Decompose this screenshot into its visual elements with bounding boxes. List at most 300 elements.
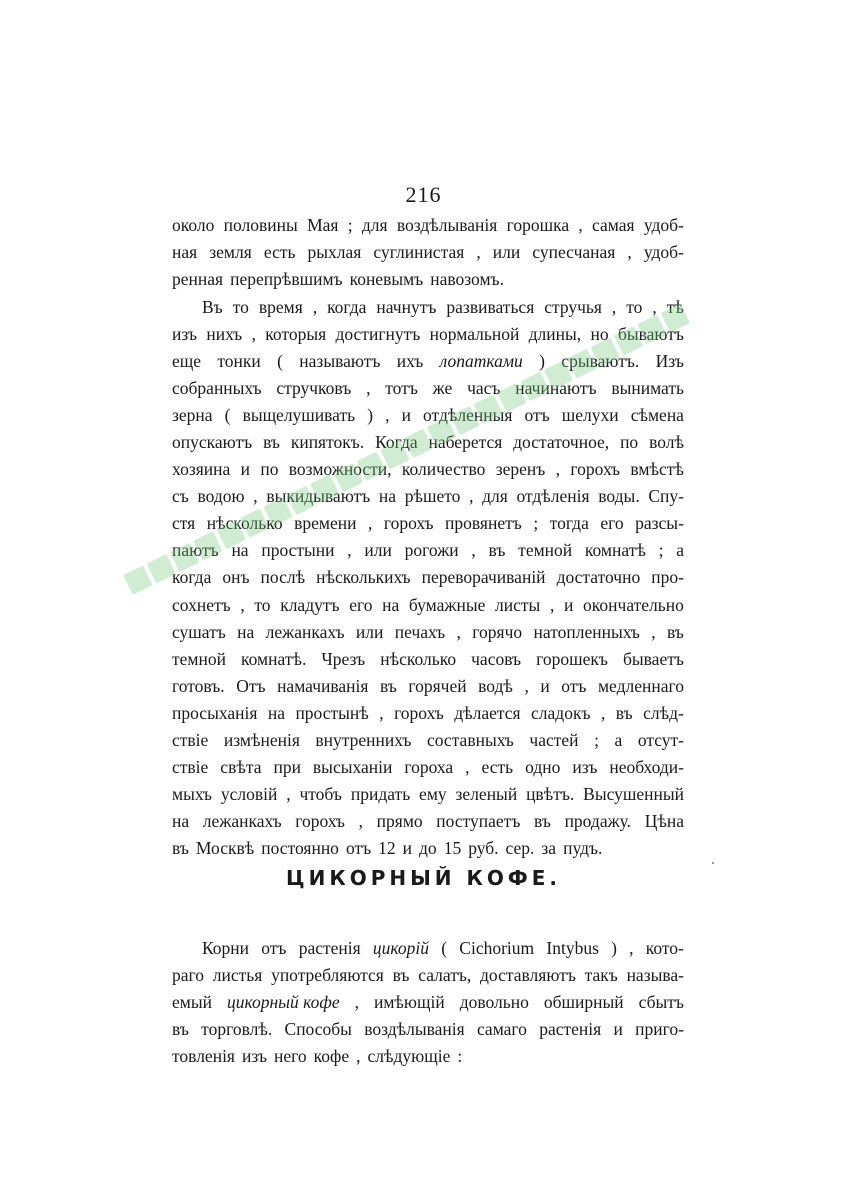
word: или <box>492 242 521 263</box>
word: достаточное, <box>513 432 610 453</box>
text-line <box>172 564 684 591</box>
word: , <box>611 297 617 317</box>
word: поступаетъ <box>436 810 521 831</box>
word: на <box>382 594 400 615</box>
word: отъ <box>561 675 587 696</box>
text-line <box>172 727 684 754</box>
word: то <box>626 297 643 317</box>
word: начинаютъ <box>515 378 597 399</box>
word: отъ <box>261 938 287 958</box>
word: шелухи <box>561 405 619 426</box>
word: , <box>367 513 373 534</box>
word: тонки <box>217 351 261 372</box>
word: возможности, <box>288 459 392 480</box>
word: самая <box>592 215 635 235</box>
word: рыхлая <box>307 242 362 263</box>
word: или <box>364 540 392 561</box>
word: его <box>600 513 624 534</box>
word: , <box>578 215 583 235</box>
word: темной <box>518 540 573 561</box>
word: про- <box>651 567 684 588</box>
word: довольно <box>459 992 529 1013</box>
word: то <box>254 594 271 615</box>
text-line <box>172 989 684 1016</box>
word: , <box>253 486 258 507</box>
word: ; <box>347 215 353 235</box>
word: отъ <box>345 837 372 858</box>
word: гороха <box>404 756 454 777</box>
text-line <box>172 239 684 266</box>
word: количество <box>401 459 486 480</box>
word: условій <box>220 783 278 804</box>
word: или <box>355 621 384 642</box>
word: , <box>286 783 291 804</box>
word: одно <box>525 756 561 777</box>
text-line <box>172 266 684 293</box>
word: , <box>471 540 476 561</box>
word: суглинистая <box>373 242 465 263</box>
word: навозомъ. <box>430 269 504 290</box>
word: лежанкахъ <box>265 621 345 642</box>
word: въ <box>172 837 189 858</box>
word: постоянно <box>261 837 339 858</box>
text-line <box>172 1043 684 1070</box>
text-line <box>172 781 684 808</box>
word: отсут- <box>637 729 684 750</box>
word: выщелушивать <box>242 405 356 426</box>
word: кото- <box>645 938 684 958</box>
word: ему <box>419 783 447 804</box>
word: , <box>379 702 384 723</box>
word: достигнутъ <box>335 324 421 345</box>
word: по <box>260 459 279 480</box>
text-line <box>172 483 684 510</box>
word: прямо <box>376 810 423 831</box>
word: которыя <box>265 324 327 345</box>
word: чтобъ <box>299 783 342 804</box>
word: Корни <box>202 938 250 958</box>
word: , <box>651 621 656 642</box>
text-line <box>172 962 684 989</box>
word: натопленныхъ <box>533 621 640 642</box>
word: и <box>402 837 413 858</box>
section-heading: ЦИКОРНЫЙ КОФЕ. <box>286 866 561 890</box>
word: водѣ <box>478 675 513 696</box>
word: на <box>267 702 285 723</box>
word: то <box>232 297 249 317</box>
text-line <box>172 808 684 835</box>
word: въ <box>488 540 506 561</box>
italic-term: цикорій <box>372 938 430 958</box>
text-line <box>172 212 684 239</box>
scan-speck <box>712 862 714 864</box>
word: на <box>172 810 190 831</box>
text-line <box>172 348 684 375</box>
word: емый <box>172 992 212 1013</box>
word: комнатѣ <box>584 540 646 561</box>
word: на <box>231 540 249 561</box>
word: свѣта <box>220 756 262 777</box>
word: намачиванія <box>277 675 369 696</box>
text-line <box>172 835 684 862</box>
word: когда <box>172 567 212 588</box>
word: необходи- <box>609 756 684 777</box>
word: слѣд- <box>643 702 684 723</box>
word: ная <box>172 242 198 263</box>
word: его <box>349 594 373 615</box>
word: употребляются <box>271 965 384 986</box>
text-line <box>172 935 684 962</box>
word: онъ <box>222 567 250 588</box>
word: , <box>524 675 529 696</box>
word: рогожи <box>404 540 459 561</box>
word: ) <box>539 351 545 372</box>
word: придать <box>350 783 411 804</box>
word: изъ <box>172 324 198 345</box>
word: мыхъ <box>172 783 212 804</box>
word: вынимать <box>611 378 684 399</box>
word: Москвѣ <box>195 837 255 858</box>
word: , <box>354 992 359 1013</box>
word: приго- <box>635 1019 684 1040</box>
word: съ <box>172 486 189 507</box>
word: высыханіи <box>312 756 393 777</box>
text-line <box>172 754 684 781</box>
word: ствіе <box>172 729 209 750</box>
paragraph-continuation <box>172 212 684 293</box>
word: комнатѣ. <box>241 648 307 669</box>
word: имѣющій <box>373 992 445 1013</box>
word: нѣсколько <box>380 648 457 669</box>
word: внутреннихъ <box>315 729 412 750</box>
word: Высушенный <box>583 783 684 804</box>
word: обширный <box>543 992 624 1013</box>
word: 12 <box>378 837 396 858</box>
word: и <box>540 675 550 696</box>
word: срываютъ. <box>561 351 640 372</box>
word: , <box>240 594 245 615</box>
word: , <box>652 297 657 317</box>
word: ; <box>658 540 664 561</box>
word: кофе <box>313 1046 350 1067</box>
word: готовъ. <box>172 675 225 696</box>
word: паютъ <box>172 540 219 561</box>
word: Спу- <box>648 486 684 507</box>
word: , <box>476 242 481 263</box>
word: , <box>385 405 390 426</box>
word: горячей <box>408 675 467 696</box>
word: частей <box>529 729 579 750</box>
word: горохъ <box>295 810 345 831</box>
word: на <box>237 621 255 642</box>
text-line <box>172 646 684 673</box>
word: салатъ, <box>418 965 472 986</box>
word: , <box>627 242 632 263</box>
word: Intybus <box>546 938 599 958</box>
word: ренная <box>172 269 224 290</box>
text-line <box>172 321 684 348</box>
word: , <box>469 486 474 507</box>
word: отдѣленія <box>516 486 590 507</box>
word: слѣдующіе <box>367 1046 451 1067</box>
word: въ <box>379 675 397 696</box>
text-line <box>172 375 684 402</box>
word: пудъ. <box>563 837 603 858</box>
word: , <box>629 938 634 958</box>
word: сохнетъ <box>172 594 231 615</box>
word: въ <box>392 965 410 986</box>
word: за <box>541 837 557 858</box>
italic-term: лопатками <box>439 351 523 372</box>
italic-term: цикорный кофе <box>226 992 340 1013</box>
word: Когда <box>375 432 418 453</box>
word: листы <box>495 594 541 615</box>
word: Изъ <box>655 351 684 372</box>
word: руб. <box>468 837 499 858</box>
word: зерна <box>172 405 213 426</box>
word: въ <box>615 702 633 723</box>
word: при <box>273 756 301 777</box>
word: ( <box>224 405 231 426</box>
word: нихъ <box>206 324 243 345</box>
word: и <box>564 594 574 615</box>
word: бываетъ <box>622 648 684 669</box>
word: , <box>347 540 352 561</box>
text-line <box>172 537 684 564</box>
word: простынѣ <box>295 702 369 723</box>
word: самаго <box>476 1019 527 1040</box>
word: простыни <box>261 540 335 561</box>
word: а <box>676 540 684 561</box>
word: вмѣстѣ <box>630 459 684 480</box>
word: лежанкахъ <box>202 810 282 831</box>
word: кладутъ <box>280 594 340 615</box>
word: половины <box>223 215 298 235</box>
word: , <box>312 297 318 317</box>
word: стя <box>172 513 196 534</box>
word: выкидываютъ <box>266 486 371 507</box>
word: , <box>366 378 371 399</box>
word: собранныхъ <box>172 378 262 399</box>
word: а <box>614 729 623 750</box>
word: составныхъ <box>426 729 514 750</box>
word: ) <box>367 405 374 426</box>
word: сушатъ <box>172 621 226 642</box>
word: на <box>378 486 397 507</box>
word: водою <box>197 486 245 507</box>
word: перепрѣвшимъ <box>230 269 343 290</box>
word: Чрезъ <box>321 648 366 669</box>
word: до <box>419 837 437 858</box>
word: тотъ <box>385 378 418 399</box>
word: называ- <box>626 965 684 986</box>
word: бываютъ <box>617 324 684 345</box>
word: 15 <box>443 837 462 858</box>
word: , <box>555 459 561 480</box>
word: сер. <box>505 837 535 858</box>
word: Въ <box>202 297 223 317</box>
word: около <box>172 215 215 235</box>
word: , <box>549 594 555 615</box>
word: отдѣленныя <box>423 405 513 426</box>
word: земля <box>209 242 252 263</box>
word: окончательно <box>583 594 684 615</box>
word: но <box>590 324 609 345</box>
word: горячо <box>472 621 523 642</box>
paragraph-chicory <box>172 935 684 1070</box>
word: рѣшето <box>404 486 461 507</box>
word: , <box>465 756 470 777</box>
word: продажу. <box>564 810 632 831</box>
word: стручковъ <box>276 378 352 399</box>
word: изъ <box>572 756 598 777</box>
word: длины, <box>528 324 582 345</box>
word: торговлѣ. <box>201 1019 273 1040</box>
paragraph-peas-drying <box>172 294 684 862</box>
word: ихъ <box>396 351 424 372</box>
page-number: 216 <box>405 182 442 207</box>
word: по <box>620 432 639 453</box>
word: супесчаная <box>532 242 616 263</box>
word: часъ <box>467 378 501 399</box>
word: зеренъ <box>495 459 546 480</box>
word: часовъ <box>471 648 522 669</box>
word: , <box>600 702 606 723</box>
word: : <box>457 1046 463 1067</box>
word: воздѣлыванія <box>364 1019 465 1040</box>
word: горохъ <box>394 702 444 723</box>
word: цвѣтъ. <box>526 783 575 804</box>
word: развиваться <box>446 297 535 317</box>
word: измѣненія <box>223 729 300 750</box>
word: медленнаго <box>597 675 684 696</box>
word: сбытъ <box>638 992 684 1013</box>
word: воздѣлыванія <box>396 215 498 235</box>
word: ) <box>611 938 617 958</box>
word: , <box>358 810 364 831</box>
word: кипятокъ. <box>290 432 365 453</box>
word: въ <box>172 1019 189 1040</box>
word: тогда <box>549 513 589 534</box>
word: горошка <box>506 215 570 235</box>
word: нѣсколько <box>206 513 283 534</box>
word: горохъ <box>383 513 434 534</box>
word: когда <box>327 297 367 317</box>
word: зеленый <box>455 783 518 804</box>
word: еще <box>172 351 202 372</box>
word: нормальной <box>429 324 520 345</box>
word: воды. <box>598 486 640 507</box>
word: печахъ <box>394 621 446 642</box>
text-line <box>172 592 684 619</box>
word: нѣсколькихъ <box>316 567 411 588</box>
text-line <box>172 429 684 456</box>
word: листья <box>212 965 263 986</box>
word: , <box>356 1046 361 1067</box>
word: такъ <box>584 965 618 986</box>
word: отъ <box>524 405 550 426</box>
word: разсы- <box>635 513 684 534</box>
word: ; <box>533 513 539 534</box>
word: для <box>361 215 388 235</box>
text-line <box>172 673 684 700</box>
word: товленія <box>172 1046 235 1067</box>
word: времени <box>294 513 357 534</box>
word: него <box>274 1046 307 1067</box>
word: и <box>240 459 250 480</box>
word: послѣ <box>260 567 306 588</box>
word: есть <box>481 756 514 777</box>
word: время <box>258 297 303 317</box>
word: удоб- <box>643 215 684 235</box>
word: , <box>456 621 461 642</box>
word: опускаютъ <box>172 432 253 453</box>
word: есть <box>263 242 296 263</box>
word: дѣлается <box>454 702 521 723</box>
word: удоб- <box>643 242 684 263</box>
word: Отъ <box>236 675 266 696</box>
word: называютъ <box>299 351 381 372</box>
word: и <box>401 405 411 426</box>
word: достаточно <box>556 567 641 588</box>
word: просыханія <box>172 702 258 723</box>
word: растенія <box>298 938 361 958</box>
word: переворачиваній <box>421 567 546 588</box>
word: сѣмена <box>630 405 684 426</box>
text-line <box>172 456 684 483</box>
word: провянетъ <box>445 513 522 534</box>
word: и <box>613 1019 623 1040</box>
word: въ <box>666 621 684 642</box>
text-line <box>172 402 684 429</box>
word: же <box>432 378 453 399</box>
word: раго <box>172 965 205 986</box>
word: для <box>482 486 508 507</box>
word: доставляютъ <box>480 965 576 986</box>
word: хозяина <box>172 459 231 480</box>
word: сладокъ <box>531 702 591 723</box>
text-line <box>172 510 684 537</box>
word: растенія <box>539 1019 602 1040</box>
word: въ <box>263 432 280 453</box>
text-line <box>172 619 684 646</box>
word: коневымъ <box>349 269 424 290</box>
word: изъ <box>241 1046 268 1067</box>
word: наберется <box>428 432 503 453</box>
word: ; <box>594 729 599 750</box>
word: волѣ <box>649 432 684 453</box>
word: ствіе <box>172 756 209 777</box>
text-line <box>172 1016 684 1043</box>
word: стручья <box>544 297 602 317</box>
word: тѣ <box>666 297 684 317</box>
word: Cichorium <box>459 938 535 958</box>
word: Мая <box>307 215 339 235</box>
word: горохъ <box>570 459 621 480</box>
word: , <box>251 324 256 345</box>
word: въ <box>534 810 551 831</box>
word: горошекъ <box>536 648 608 669</box>
word: ( <box>441 938 448 958</box>
word: ( <box>277 351 283 372</box>
word: Способы <box>284 1019 352 1040</box>
text-line <box>172 294 684 321</box>
word: начнутъ <box>376 297 437 317</box>
word: бумажные <box>408 594 486 615</box>
text-line <box>172 700 684 727</box>
word: темной <box>172 648 226 669</box>
word: Цѣна <box>644 810 684 831</box>
